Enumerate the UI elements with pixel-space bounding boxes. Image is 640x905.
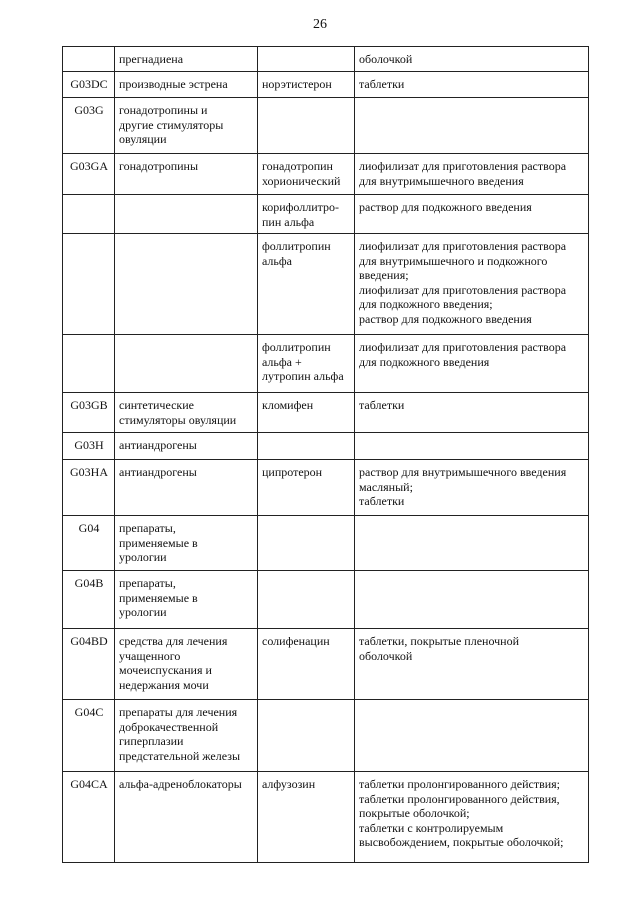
atc-code-cell: G04 <box>63 516 115 571</box>
substance-cell: фоллитропин альфа <box>258 234 355 335</box>
substance-cell <box>258 47 355 72</box>
table-body <box>63 47 589 863</box>
dosage-form-cell <box>355 433 589 460</box>
atc-code-cell: G03G <box>63 98 115 154</box>
group-name-cell: прегнадиена <box>115 47 258 72</box>
atc-code-cell: G03GA <box>63 154 115 195</box>
table-row <box>63 195 589 234</box>
table-row <box>63 72 589 98</box>
atc-code-cell <box>63 195 115 234</box>
group-name-cell <box>115 335 258 393</box>
group-name-cell: антиандрогены <box>115 460 258 516</box>
table-row <box>63 433 589 460</box>
substance-cell: норэтистерон <box>258 72 355 98</box>
table-row <box>63 629 589 700</box>
dosage-form-cell: лиофилизат для приготовления раствора для внутримышечного введения <box>355 154 589 195</box>
table-row <box>63 516 589 571</box>
dosage-form-cell: лиофилизат для приготовления раствора для внутримышечного и подкожного введения; лиофилизат для приготовления раствора для подкожного введения; раствор для подкожного введения <box>355 234 589 335</box>
atc-code-cell: G04BD <box>63 629 115 700</box>
dosage-form-cell: лиофилизат для приготовления раствора для подкожного введения <box>355 335 589 393</box>
substance-cell <box>258 571 355 629</box>
dosage-form-cell: раствор для подкожного введения <box>355 195 589 234</box>
table-row <box>63 393 589 433</box>
dosage-form-cell <box>355 516 589 571</box>
atc-code-cell: G03H <box>63 433 115 460</box>
dosage-form-cell: таблетки, покрытые пленочной оболочкой <box>355 629 589 700</box>
dosage-form-cell <box>355 98 589 154</box>
table-row <box>63 154 589 195</box>
substance-cell <box>258 516 355 571</box>
group-name-cell: препараты для лечения доброкачественной гиперплазии предстательной железы <box>115 700 258 772</box>
substance-cell: алфузозин <box>258 772 355 863</box>
atc-code-cell: G03GB <box>63 393 115 433</box>
table-row <box>63 700 589 772</box>
substance-cell: корифоллитро- пин альфа <box>258 195 355 234</box>
dosage-form-cell: таблетки <box>355 72 589 98</box>
table-row <box>63 47 589 72</box>
group-name-cell <box>115 195 258 234</box>
substance-cell: ципротерон <box>258 460 355 516</box>
substance-cell: фоллитропин альфа + лутропин альфа <box>258 335 355 393</box>
atc-code-cell: G03HA <box>63 460 115 516</box>
atc-code-cell: G04B <box>63 571 115 629</box>
dosage-form-cell: таблетки пролонгированного действия; таблетки пролонгированного действия, покрытые оболочкой; таблетки с контролируемым высвобождением, покрытые оболочкой; <box>355 772 589 863</box>
table-row <box>63 772 589 863</box>
group-name-cell: антиандрогены <box>115 433 258 460</box>
atc-code-cell <box>63 47 115 72</box>
atc-code-cell: G04C <box>63 700 115 772</box>
group-name-cell: средства для лечения учащенного мочеиспускания и недержания мочи <box>115 629 258 700</box>
table-row <box>63 234 589 335</box>
table-row <box>63 460 589 516</box>
dosage-form-cell: оболочкой <box>355 47 589 72</box>
table-row <box>63 571 589 629</box>
group-name-cell: гонадотропины и другие стимуляторы овуляции <box>115 98 258 154</box>
dosage-form-cell <box>355 700 589 772</box>
group-name-cell: альфа-адреноблокаторы <box>115 772 258 863</box>
group-name-cell: препараты, применяемые в урологии <box>115 516 258 571</box>
substance-cell: солифенацин <box>258 629 355 700</box>
drug-classification-table <box>62 46 589 863</box>
group-name-cell <box>115 234 258 335</box>
substance-cell <box>258 98 355 154</box>
atc-code-cell: G03DC <box>63 72 115 98</box>
page-number: 26 <box>313 17 327 32</box>
group-name-cell: производные эстрена <box>115 72 258 98</box>
table-row <box>63 98 589 154</box>
substance-cell: кломифен <box>258 393 355 433</box>
atc-code-cell: G04CA <box>63 772 115 863</box>
substance-cell <box>258 433 355 460</box>
atc-code-cell <box>63 335 115 393</box>
group-name-cell: синтетические стимуляторы овуляции <box>115 393 258 433</box>
substance-cell <box>258 700 355 772</box>
dosage-form-cell: раствор для внутримышечного введения масляный; таблетки <box>355 460 589 516</box>
atc-code-cell <box>63 234 115 335</box>
group-name-cell: препараты, применяемые в урологии <box>115 571 258 629</box>
dosage-form-cell: таблетки <box>355 393 589 433</box>
group-name-cell: гонадотропины <box>115 154 258 195</box>
table-row <box>63 335 589 393</box>
substance-cell: гонадотропин хорионический <box>258 154 355 195</box>
dosage-form-cell <box>355 571 589 629</box>
